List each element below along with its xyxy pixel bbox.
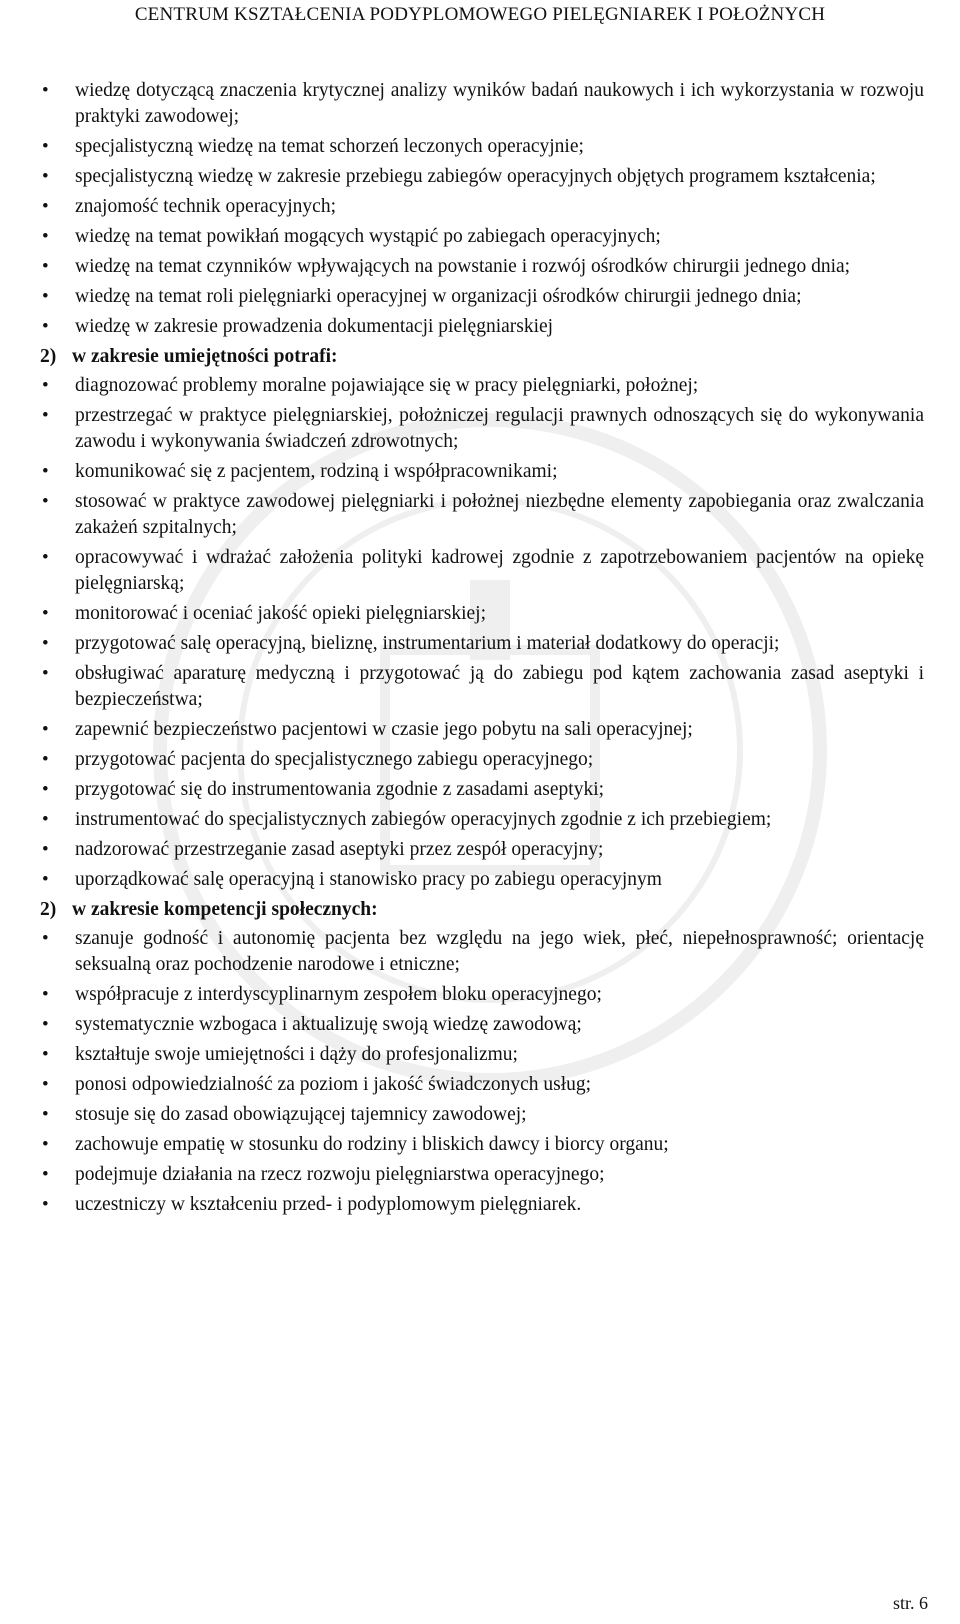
skills-section-number: 2) <box>40 346 57 367</box>
list-item: • podejmuje działania na rzecz rozwoju pielęgniarstwa operacyjnego; <box>40 1162 924 1188</box>
social-section-number: 2) <box>40 899 57 920</box>
list-item: • opracowywać i wdrażać założenia polityki kadrowej zgodnie z zapotrzebowaniem pacjentów na opiekę pielęgniarską; <box>40 545 924 597</box>
list-item: • przygotować się do instrumentowania zgodnie z zasadami aseptyki; <box>40 777 924 803</box>
list-item: • znajomość technik operacyjnych; <box>40 194 924 220</box>
knowledge-list <box>40 78 924 340</box>
list-item: • specjalistyczną wiedzę na temat schorzeń leczonych operacyjnie; <box>40 134 924 160</box>
list-item: • wiedzę dotyczącą znaczenia krytycznej analizy wyników badań naukowych i ich wykorzystania w rozwoju praktyki zawodowej; <box>40 78 924 130</box>
list-item: • zachowuje empatię w stosunku do rodziny i bliskich dawcy i biorcy organu; <box>40 1132 924 1158</box>
skills-section-heading <box>40 344 924 370</box>
list-item: • systematycznie wzbogaca i aktualizuję swoją wiedzę zawodową; <box>40 1012 924 1038</box>
list-item: • wiedzę na temat roli pielęgniarki operacyjnej w organizacji ośrodków chirurgii jednego dnia; <box>40 284 924 310</box>
page-number: str. 6 <box>892 1593 928 1613</box>
list-item: • monitorować i oceniać jakość opieki pielęgniarskiej; <box>40 601 924 627</box>
list-item: • uczestniczy w kształceniu przed- i podyplomowym pielęgniarek. <box>40 1192 924 1218</box>
list-item: • komunikować się z pacjentem, rodziną i współpracownikami; <box>40 459 924 485</box>
list-item: • wiedzę w zakresie prowadzenia dokumentacji pielęgniarskiej <box>40 314 924 340</box>
list-item: • specjalistyczną wiedzę w zakresie przebiegu zabiegów operacyjnych objętych programem kształcenia; <box>40 164 924 190</box>
list-item: • wiedzę na temat czynników wpływających na powstanie i rozwój ośrodków chirurgii jednego dnia; <box>40 254 924 280</box>
list-item: • współpracuje z interdyscyplinarnym zespołem bloku operacyjnego; <box>40 982 924 1008</box>
list-item: • stosuje się do zasad obowiązującej tajemnicy zawodowej; <box>40 1102 924 1128</box>
social-section-heading <box>40 897 924 923</box>
list-item: • instrumentować do specjalistycznych zabiegów operacyjnych zgodnie z ich przebiegiem; <box>40 807 924 833</box>
list-item: • nadzorować przestrzeganie zasad aseptyki przez zespół operacyjny; <box>40 837 924 863</box>
document-body <box>40 78 924 1222</box>
list-item: • przygotować salę operacyjną, bieliznę, instrumentarium i materiał dodatkowy do operacji; <box>40 631 924 657</box>
list-item: • stosować w praktyce zawodowej pielęgniarki i położnej niezbędne elementy zapobiegania oraz zwalczania zakażeń szpitalnych; <box>40 489 924 541</box>
social-section-title: w zakresie kompetencji społecznych: <box>72 899 378 920</box>
list-item: • kształtuje swoje umiejętności i dąży do profesjonalizmu; <box>40 1042 924 1068</box>
social-list <box>40 926 924 1218</box>
skills-list <box>40 373 924 893</box>
list-item: • wiedzę na temat powikłań mogących wystąpić po zabiegach operacyjnych; <box>40 224 924 250</box>
list-item: • uporządkować salę operacyjną i stanowisko pracy po zabiegu operacyjnym <box>40 867 924 893</box>
list-item: • przestrzegać w praktyce pielęgniarskiej, położniczej regulacji prawnych odnoszących się do wykonywania zawodu i wykonywania świadczeń zdrowotnych; <box>40 403 924 455</box>
skills-section-title: w zakresie umiejętności potrafi: <box>72 346 338 367</box>
list-item: • zapewnić bezpieczeństwo pacjentowi w czasie jego pobytu na sali operacyjnej; <box>40 717 924 743</box>
list-item: • przygotować pacjenta do specjalistycznego zabiegu operacyjnego; <box>40 747 924 773</box>
list-item: • szanuje godność i autonomię pacjenta bez względu na jego wiek, płeć, niepełnosprawność; orientację seksualną oraz pochodzenie narodowe i etniczne; <box>40 926 924 978</box>
list-item: • diagnozować problemy moralne pojawiające się w pracy pielęgniarki, położnej; <box>40 373 924 399</box>
list-item: • obsługiwać aparaturę medyczną i przygotować ją do zabiegu pod kątem zachowania zasad aseptyki i bezpieczeństwa; <box>40 661 924 713</box>
list-item: • ponosi odpowiedzialność za poziom i jakość świadczonych usług; <box>40 1072 924 1098</box>
page-header: CENTRUM KSZTAŁCENIA PODYPLOMOWEGO PIELĘGNIAREK I POŁOŻNYCH <box>134 4 826 25</box>
